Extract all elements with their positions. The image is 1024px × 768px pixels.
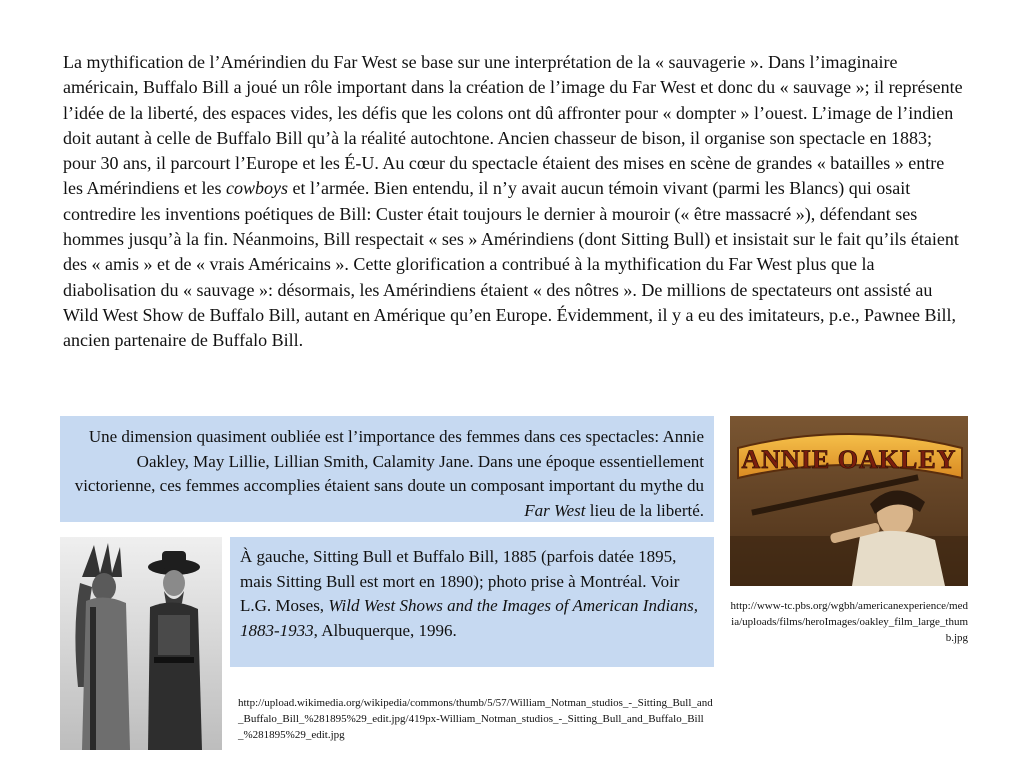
main-paragraph-text-1: La mythification de l’Amérindien du Far West se base sur une interprétation de la « sauvagerie ». Dans l’imaginaire américain, Buffalo Bill a joué un rôle important dans la création de l’image du Far West et donc du « sauvage »; il représente l’idée de la liberté, des espaces vides, les défis que les colons ont dû affronter pour « dompter » l’ouest. L’image de l’indien doit autant à celle de Buffalo Bill qu’à la réalité autochtone. Ancien chasseur de bison, il organise son spectacle en 1883; pour 30 ans, il parcourt l’Europe et les É-U. Au cœur du spectacle étaient des mises en scène de grandes « batailles » entre les Amérindiens et les bbox=[63, 52, 963, 199]
women-box-italic: Far West bbox=[524, 500, 586, 520]
women-box-text-2: lieu de la liberté. bbox=[585, 500, 704, 520]
caption-text-1: À gauche, Sitting Bull et Buffalo Bill, 1885 (parfois datée 1895, mais Sitting Bull est mort en 1890); photo prise à Montréal. Voir L.G. Moses, bbox=[240, 547, 680, 615]
sitting-bull-buffalo-bill-illustration bbox=[60, 537, 222, 750]
women-performers-box bbox=[60, 416, 714, 522]
sitting-bull-source-url: http://upload.wikimedia.org/wikipedia/commons/thumb/5/57/William_Notman_studios_-_Sitting_Bull_and_Buffalo_Bill_%281895%29_edit.jpg/419px-William_Notman_studios_-_Sitting_Bull_and_Buffalo_Bill_%281895%29_edit.jpg bbox=[238, 697, 713, 741]
annie-oakley-illustration bbox=[730, 416, 968, 586]
caption-italic-title: Wild West Shows and the Images of American Indians, 1883-1933 bbox=[240, 596, 699, 640]
women-box-text-1: Une dimension quasiment oubliée est l’importance des femmes dans ces spectacles: Annie Oakley, May Lillie, Lillian Smith, Calamity Jane. Dans une époque essentiellement victorienne, ces femmes accomplies étaient sans doute un composant important du mythe du bbox=[74, 427, 704, 495]
sitting-bull-buffalo-bill-photo bbox=[60, 537, 222, 750]
annie-oakley-photo bbox=[730, 416, 968, 586]
main-paragraph-italic: cowboys bbox=[225, 178, 288, 199]
main-paragraph-text-2: et l’armée. Bien entendu, il n’y avait aucun témoin vivant (parmi les Blancs) qui osait contredire les inventions poétiques de Bill: Custer était toujours le dernier à mouroir (« être massacré »), défendant ses hommes jusqu’à la fin. Néanmoins, Bill respectait « ses » Amérindiens (dont Sitting Bull) et insistait sur le fait qu’ils étaient des « amis » et de « vrais Américains ». Cette glorification a contribué à la mythification du Far West plus que la diabolisation du « sauvage »: désormais, les Amérindiens étaient « des nôtres ». De millions de spectateurs ont assisté au Wild West Show de Buffalo Bill, autant en Amérique qu’en Europe. Évidemment, il y a eu des imitateurs, p.e., Pawnee Bill, ancien partenaire de Buffalo Bill. bbox=[63, 178, 959, 351]
photo-caption-box bbox=[230, 537, 714, 667]
main-paragraph bbox=[63, 50, 963, 354]
blouse-shape bbox=[852, 531, 945, 586]
caption-text-2: , Albuquerque, 1996. bbox=[313, 620, 457, 640]
annie-oakley-source-url: http://www-tc.pbs.org/wgbh/americanexperience/media/uploads/films/heroImages/oakley_film_large_thumb.jpg bbox=[730, 600, 968, 644]
banner-title-text: ANNIE OAKLEY bbox=[741, 445, 957, 474]
